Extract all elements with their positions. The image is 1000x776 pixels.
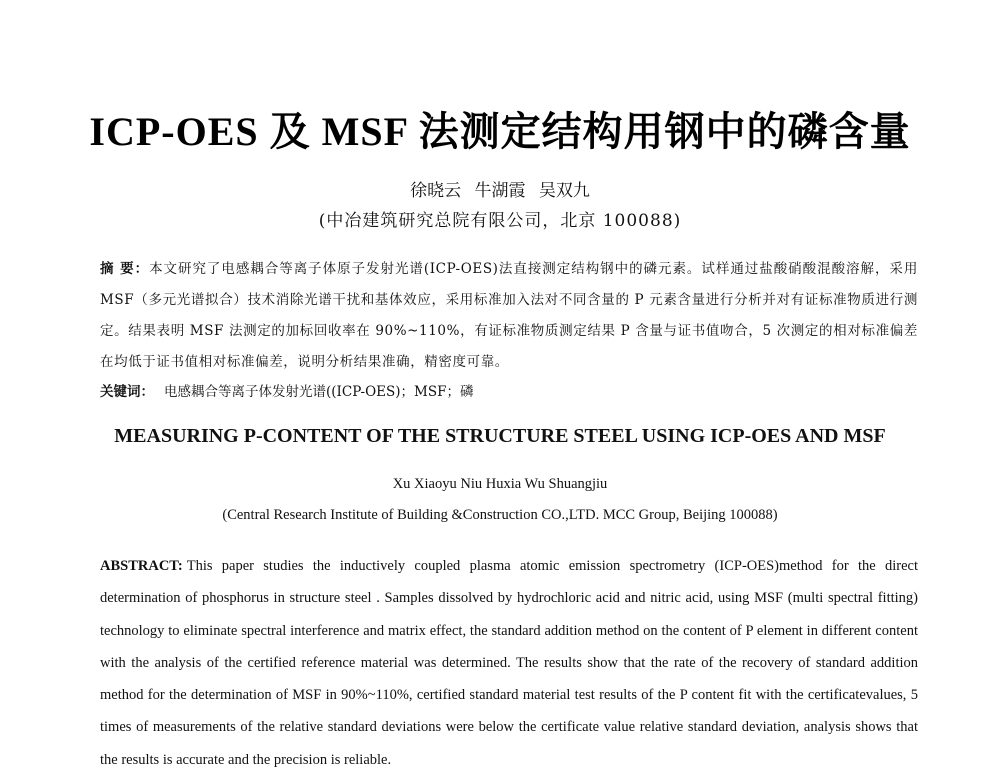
title-cn: ICP-OES 及 MSF 法测定结构用钢中的磷含量 — [89, 109, 911, 154]
abstract-cn-label: 摘 要： — [100, 261, 150, 277]
title-en: MEASURING P-CONTENT OF THE STRUCTURE STEEL USING ICP-OES AND MSF — [114, 425, 886, 447]
affiliation-en: (Central Research Institute of Building &Construction CO.,LTD. MCC Group, Beijing 100088) — [222, 507, 778, 523]
abstract-en-label: ABSTRACT: — [100, 558, 183, 574]
affiliation-cn: (中冶建筑研究总院有限公司，北京 100088) — [318, 211, 682, 231]
abstract-cn — [100, 254, 918, 378]
keywords-cn-label: 关键词： — [100, 384, 154, 400]
keywords-cn — [100, 380, 918, 404]
keywords-cn-text: 电感耦合等离子体发射光谱((ICP-OES)；MSF；磷 — [164, 384, 474, 400]
authors-en: Xu Xiaoyu Niu Huxia Wu Shuangjiu — [392, 476, 608, 492]
authors-cn: 徐晓云 牛湖霞 吴双九 — [410, 181, 590, 201]
abstract-en — [100, 550, 918, 776]
abstract-cn-text: 本文研究了电感耦合等离子体原子发射光谱(ICP-OES)法直接测定结构钢中的磷元素。试样通过盐酸硝酸混酸溶解，采用 MSF（多元光谱拟合）技术消除光谱干扰和基体效应，采用标准加入法对不同含量的 P 元素含量进行分析并对有证标准物质进行测定。结果表明 MSF 法测定的加标回收率在 90%~110%，有证标准物质测定结果 P 含量与证书值吻合，5 次测定的相对标准偏差在均低于证书值相对标准偏差，说明分析结果准确，精密度可靠。 — [100, 261, 918, 370]
abstract-en-text: This paper studies the inductively coupled plasma atomic emission spectrometry (ICP-OES)method for the direct determination of phosphorus in structure steel . Samples dissolved by hydrochloric acid and nitric acid, using MSF (multi spectral fitting) technology to eliminate spectral interference and matrix effect, the standard addition method on the content of P element in different content with the analysis of the certified reference material was determined. The results show that the rate of the recovery of standard addition method for the determination of MSF in 90%~110%, certified standard material test results of the P content fit with the certificatevalues, 5 times of measurements of the relative standard deviations were below the certificate value relative standard deviation, analysis shows that the results is accurate and the precision is reliable. — [100, 558, 918, 768]
